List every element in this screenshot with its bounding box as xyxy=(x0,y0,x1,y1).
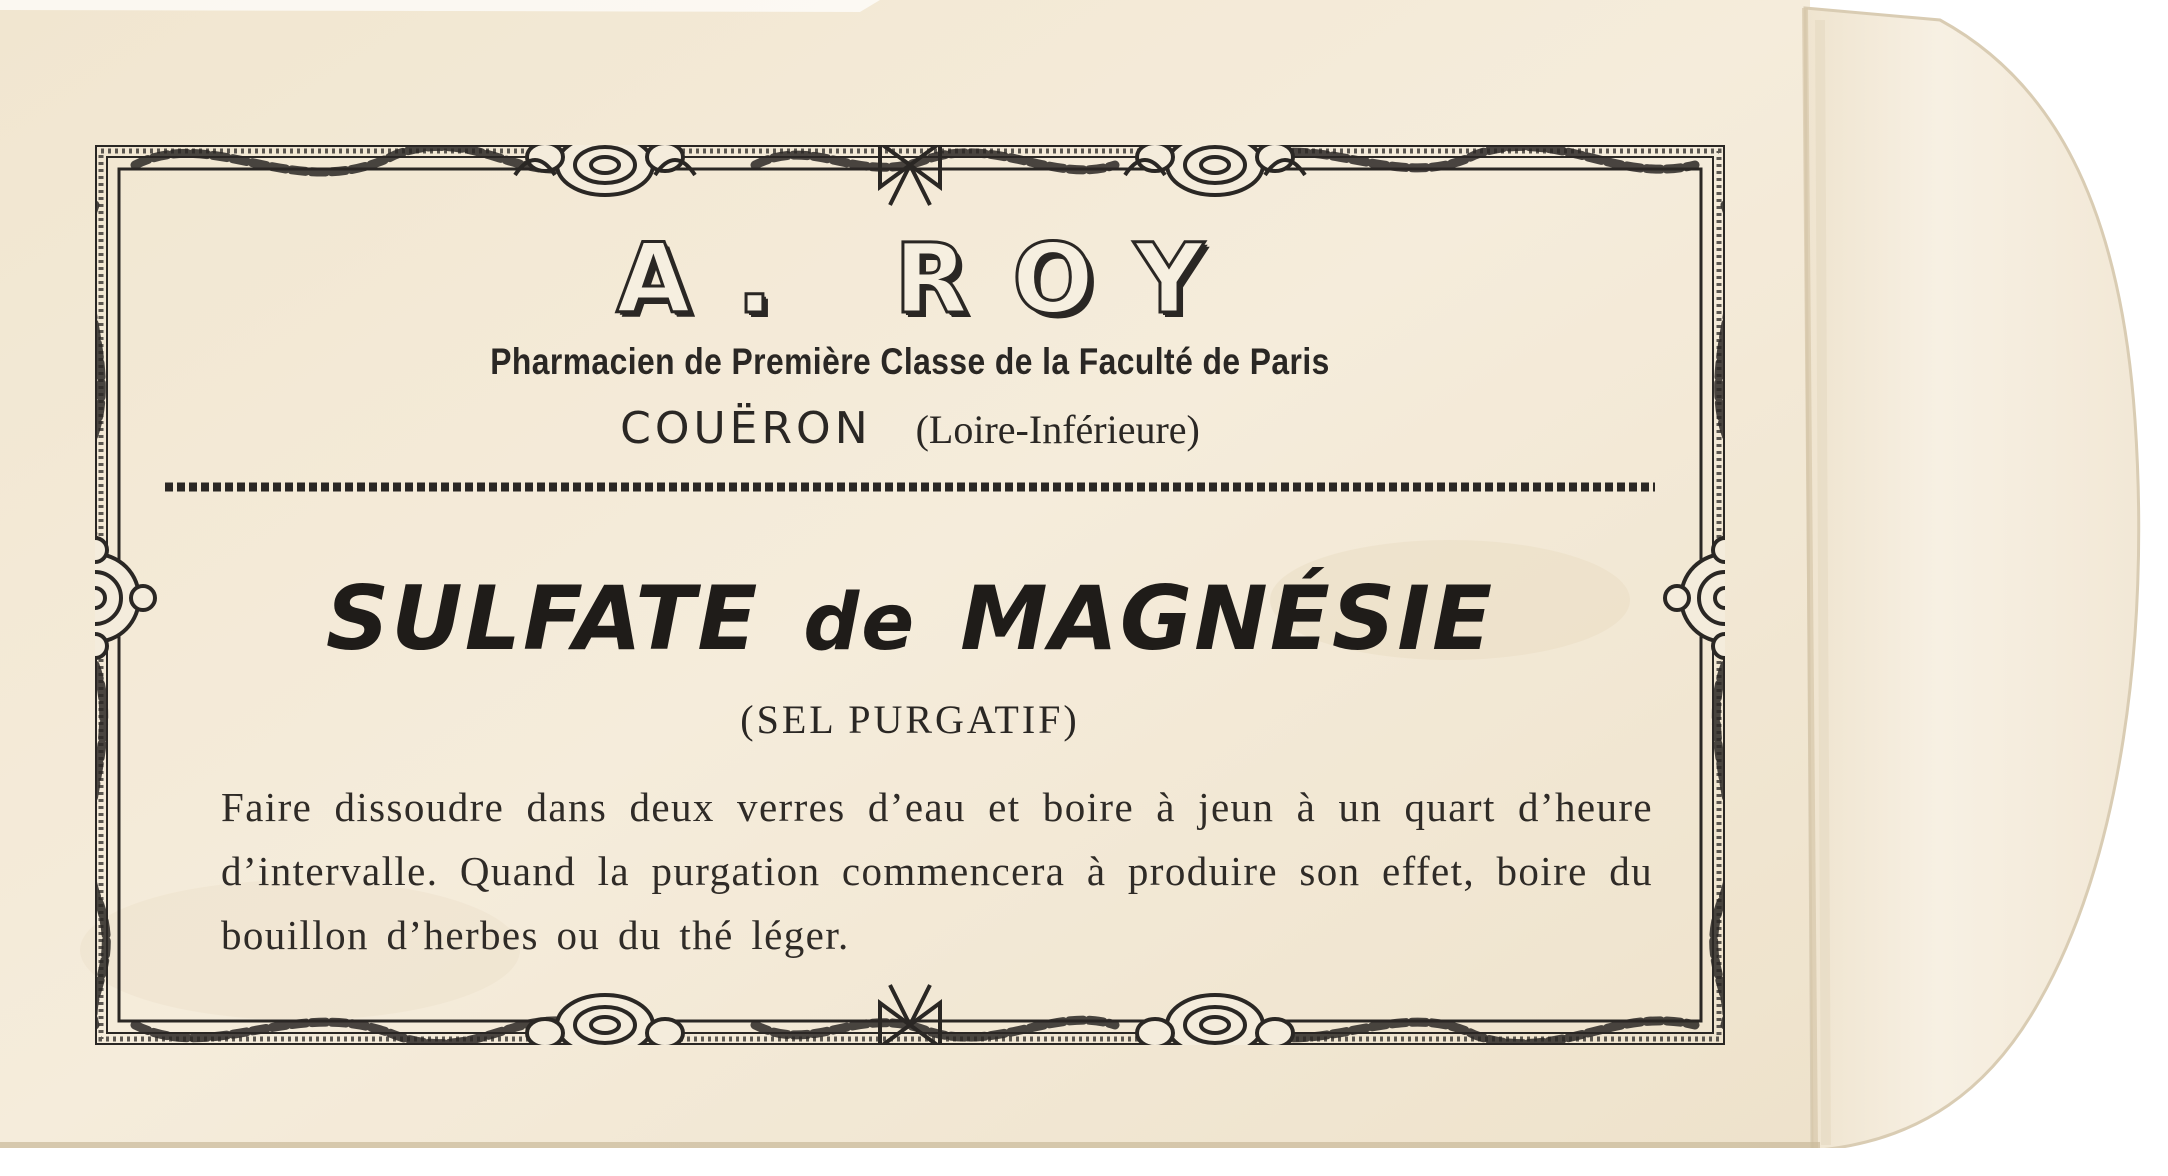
product-word-3: MAGNÉSIE xyxy=(960,567,1495,670)
usage-instructions xyxy=(173,775,1653,967)
product-note: (SEL PURGATIF) xyxy=(740,697,1080,742)
instructions-text: Faire dissoudre dans deux verres d’eau et boire à jeun à un quart d’heure d’intervalle. Quand la purgation commencera à produire son effet, boire du bouillon d’herbes ou du thé léger. xyxy=(221,784,1653,958)
product-word-1: SULFATE xyxy=(325,567,760,670)
product-word-2: de xyxy=(803,578,917,668)
dashed-divider xyxy=(165,482,1655,492)
pharmacist-qualification: Pharmacien de Première Classe de la Faculté de Paris xyxy=(490,341,1330,382)
pharmacist-name: A. ROY xyxy=(616,223,1248,335)
location-line xyxy=(95,403,1725,454)
product-name xyxy=(95,567,1725,670)
pharmacy-label xyxy=(95,145,1725,1045)
region-name: (Loire-Inférieure) xyxy=(915,407,1200,452)
city-name: COUËRON xyxy=(620,403,872,454)
